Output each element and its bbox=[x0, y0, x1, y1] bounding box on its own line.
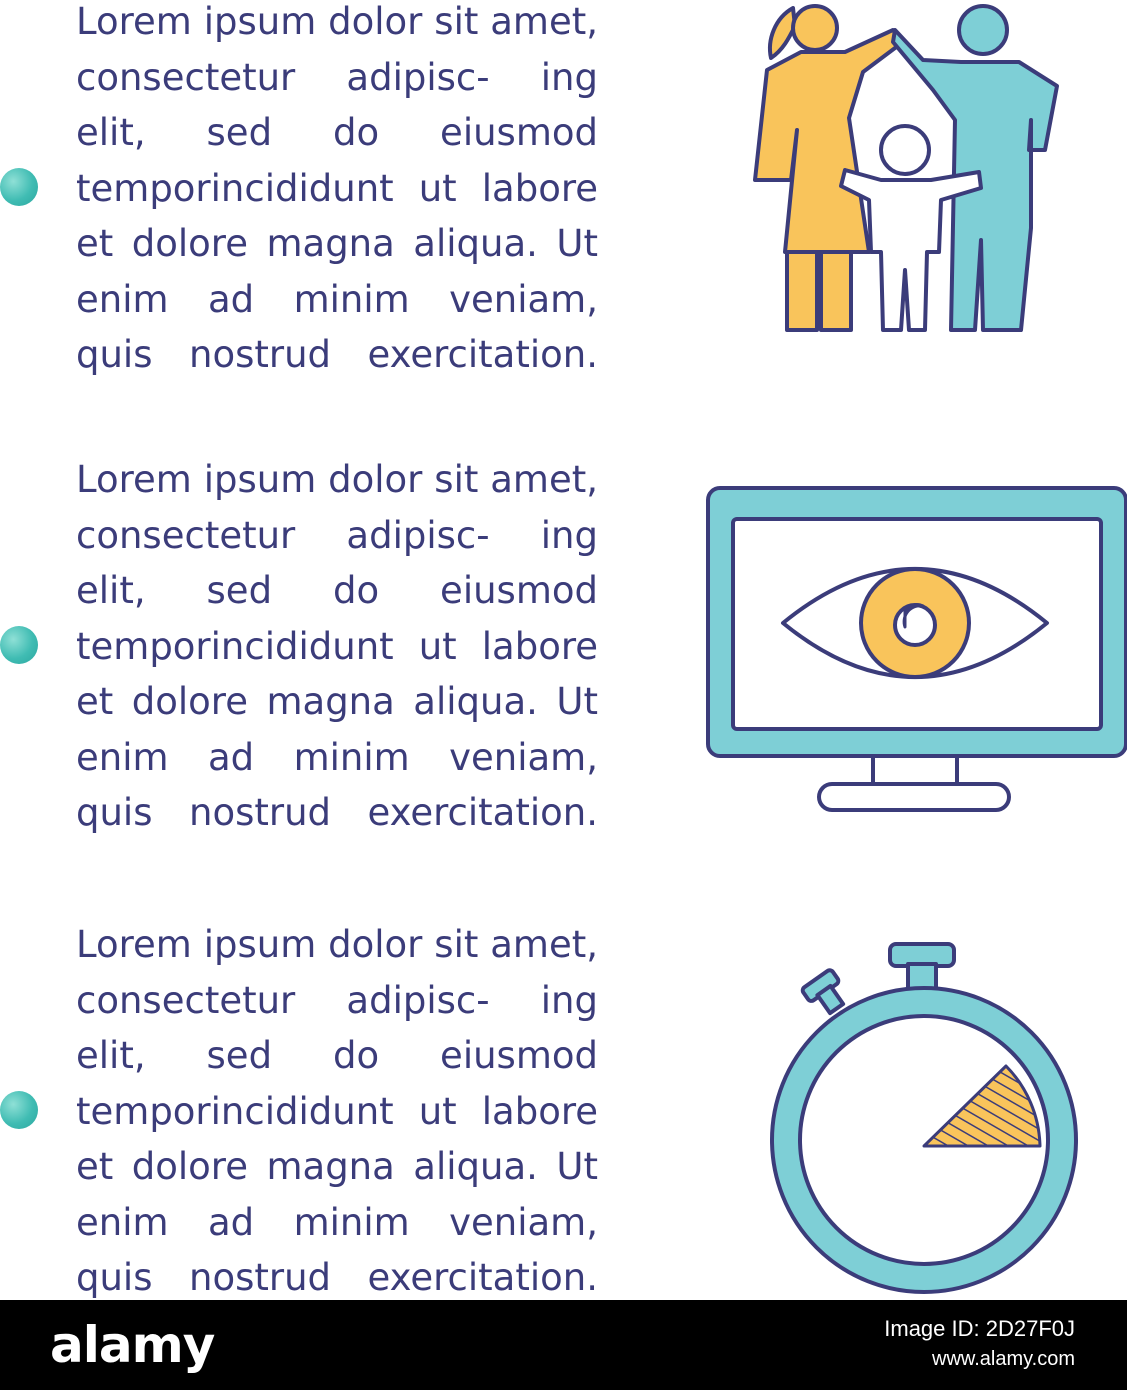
bullet-2 bbox=[0, 626, 38, 664]
paragraph-2: Lorem ipsum dolor sit amet, consectetur adipisc- ing elit, sed do eiusmod temporincididunt ut labore et dolore magna aliqua. Ut enim ad minim veniam, quis nostrud exercitation. bbox=[76, 458, 598, 834]
site-url: www.alamy.com bbox=[932, 1348, 1075, 1370]
paragraph-3: Lorem ipsum dolor sit amet, consectetur adipisc- ing elit, sed do eiusmod temporincididunt ut labore et dolore magna aliqua. Ut enim ad minim veniam, quis nostrud exercitation. bbox=[76, 923, 598, 1299]
monitor-eye-icon bbox=[705, 485, 1127, 815]
family-house-icon bbox=[745, 0, 1065, 335]
footer-bar bbox=[0, 1300, 1127, 1390]
bullet-1 bbox=[0, 168, 38, 206]
image-id-label: Image ID: 2D27F0J bbox=[884, 1316, 1075, 1341]
bullet-3 bbox=[0, 1091, 38, 1129]
stopwatch-icon bbox=[770, 940, 1085, 1300]
brand-logo: alamy bbox=[50, 1316, 215, 1374]
paragraph-1: Lorem ipsum dolor sit amet, consectetur adipisc- ing elit, sed do eiusmod temporincididunt ut labore et dolore magna aliqua. Ut enim ad minim veniam, quis nostrud exercitation. bbox=[76, 0, 598, 376]
